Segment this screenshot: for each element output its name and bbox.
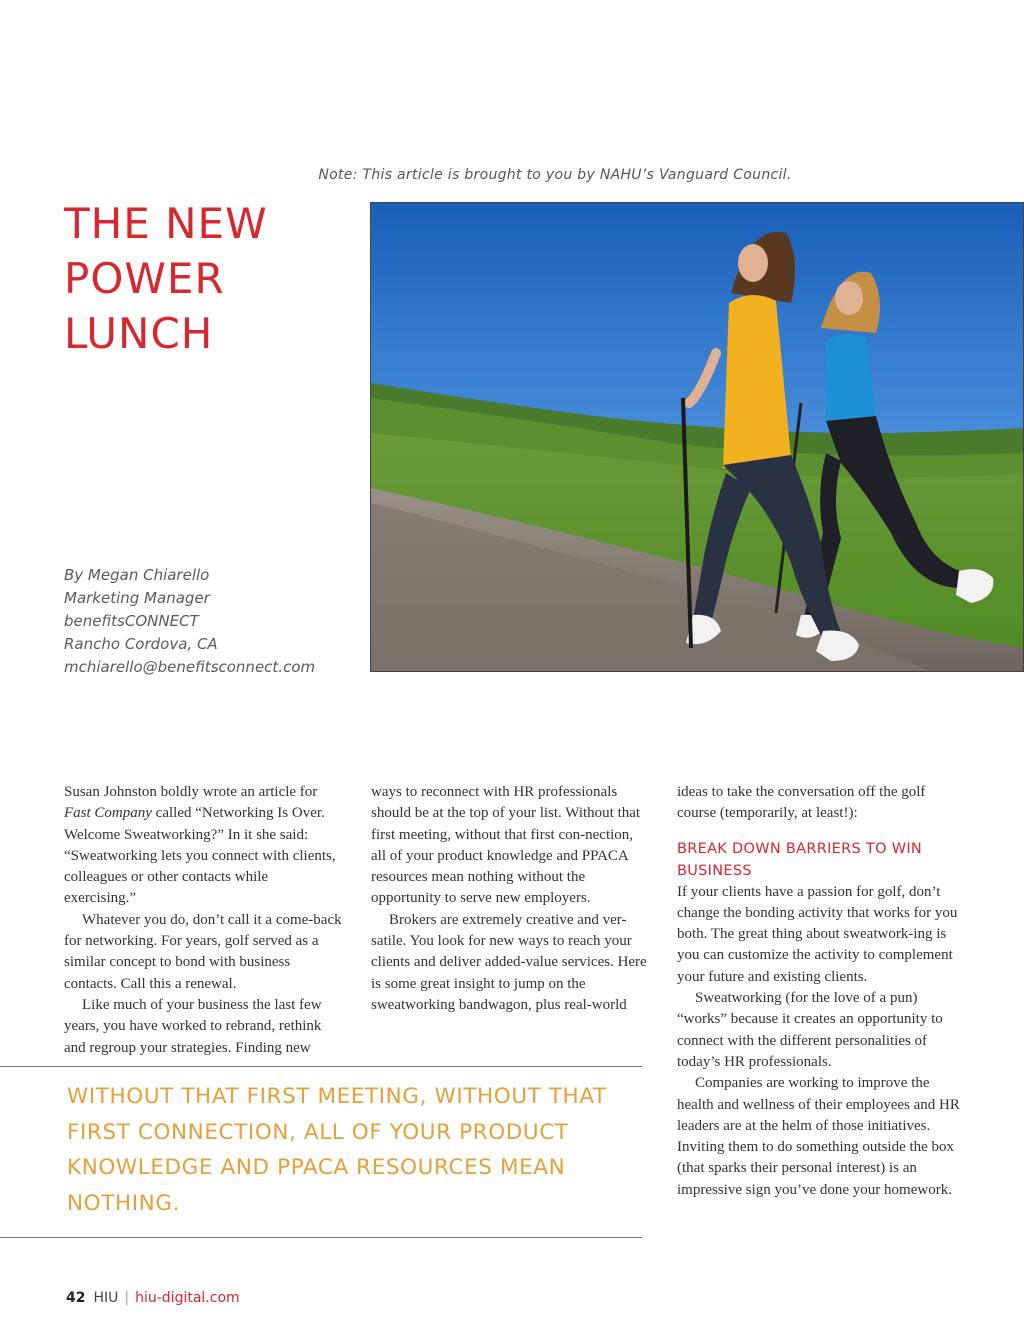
paragraph: If your clients have a passion for golf, don’t change the bonding activity that works for you both. The great thing about sweatwork-ing is you can customize the activity to complement your future and existing clients.	[677, 883, 958, 985]
page-number: 42	[66, 1290, 86, 1306]
paragraph: Like much of your business the last few years, you have worked to rebrand, rethink and regroup your strategies. Finding new	[64, 996, 322, 1056]
sponsor-note: Note: This article is brought to you by NAHU’s Vanguard Council.	[318, 167, 792, 183]
paragraph: Sweatworking (for the love of a pun) “works” because it creates an opportunity to connect with the different personalities of today’s HR professionals.	[677, 990, 943, 1070]
footer-separator: |	[124, 1290, 130, 1306]
author-company: benefitsCONNECT	[64, 612, 199, 630]
hero-photo	[370, 202, 1024, 672]
article-title	[64, 196, 354, 361]
body-column-3	[677, 782, 963, 1201]
paragraph: ideas to take the conversation off the golf course (temporarily, at least!):	[677, 784, 926, 822]
pullquote-top-rule	[0, 1066, 642, 1067]
website-link[interactable]: hiu-digital.com	[135, 1290, 240, 1306]
author-name: By Megan Chiarello	[64, 566, 210, 584]
pull-quote: WITHOUT THAT FIRST MEETING, WITHOUT THAT FIRST CONNECTION, ALL OF YOUR PRODUCT KNOWLEDGE AND PPACA RESOURCES MEAN NOTHING.	[67, 1084, 607, 1217]
section-heading: BREAK DOWN BARRIERS TO WIN BUSINESS	[677, 840, 923, 879]
title-line-3: LUNCH	[64, 309, 214, 358]
paragraph: Susan Johnston boldly wrote an article for Fast Company called “Networking Is Over. Welcome Sweatworking?” In it she said: “Sweatworking lets you connect with clients, colleagues or other contacts while exercising.”	[64, 784, 336, 907]
title-line-2: POWER	[64, 254, 225, 303]
publication-name: Fast Company	[64, 805, 152, 822]
paragraph: Companies are working to improve the health and wellness of their employees and HR leaders are at the helm of those initiatives. Inviting them to do something outside the box (that sparks their personal interest) is an impressive sign you’ve done your homework.	[677, 1075, 960, 1198]
pullquote-bottom-rule	[0, 1237, 642, 1238]
author-email[interactable]: mchiarello@benefitsconnect.com	[64, 658, 316, 676]
author-location: Rancho Cordova, CA	[64, 635, 218, 653]
body-column-1	[64, 782, 342, 1059]
body-column-2	[371, 782, 649, 1016]
publication-name: HIU	[93, 1290, 119, 1306]
paragraph: Brokers are extremely creative and ver-satile. You look for new ways to reach your clients and deliver added-value services. Here is some great insight to jump on the sweatworking bandwagon, plus real-world	[371, 911, 647, 1013]
page-footer	[66, 1290, 240, 1306]
paragraph: Whatever you do, don’t call it a come-back for networking. For years, golf served as a similar concept to bond with business contacts. Call this a renewal.	[64, 911, 342, 992]
author-role: Marketing Manager	[64, 589, 210, 607]
paragraph: ways to reconnect with HR professionals should be at the top of your list. Without that first meeting, without that first con-nection, all of your product knowledge and PPACA resources mean nothing without the opportunity to serve new employers.	[371, 784, 641, 907]
byline	[64, 564, 354, 679]
title-line-1: THE NEW	[64, 199, 268, 248]
